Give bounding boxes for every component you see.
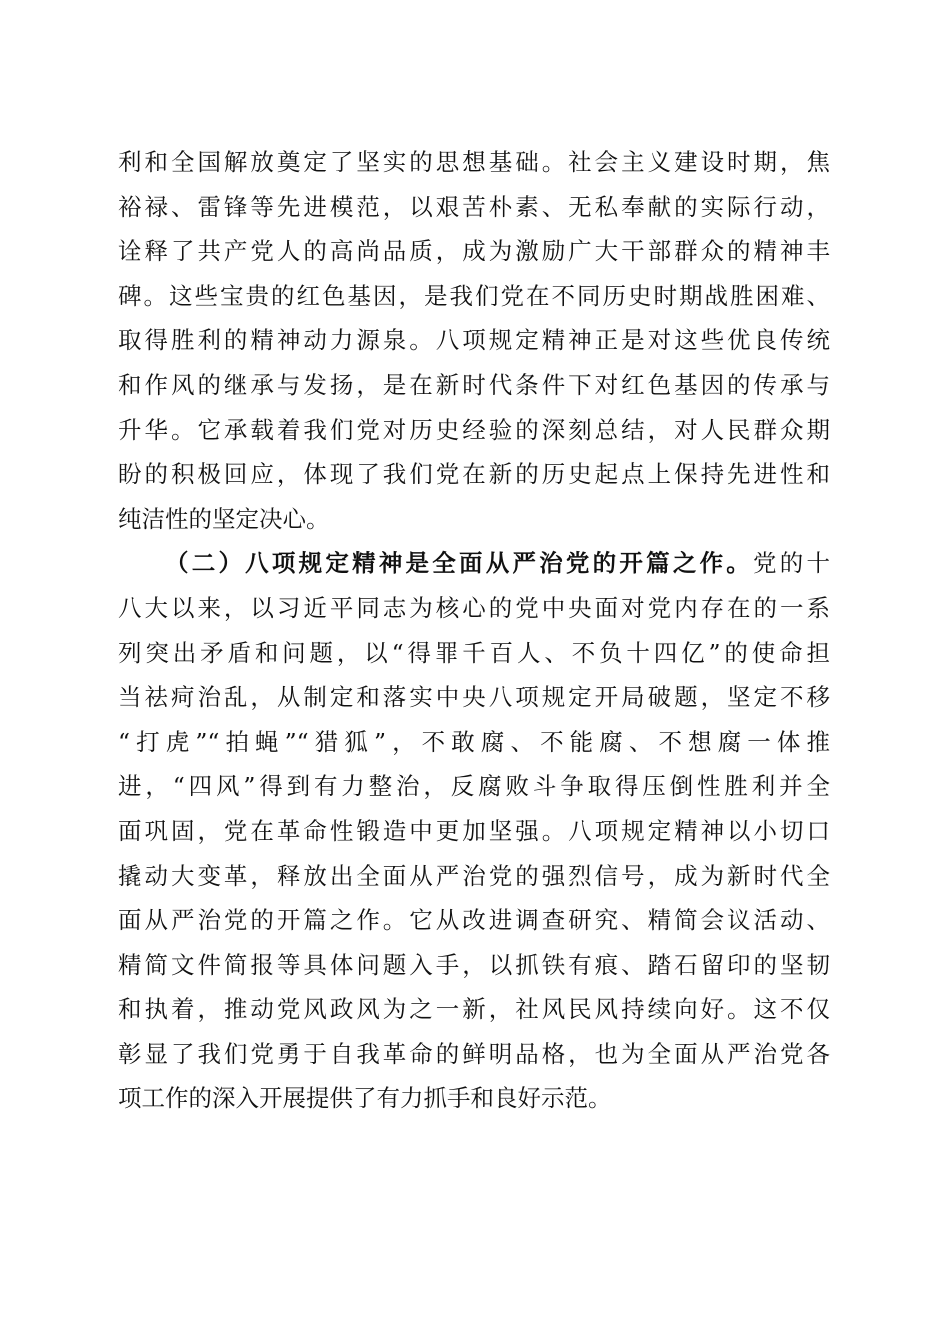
text-run: 党的十 [753, 549, 831, 578]
paragraph-1 [118, 140, 830, 541]
text-line: 诠释了共产党人的高尚品质，成为激励广大干部群众的精神丰 [118, 237, 830, 266]
text-line: 列突出矛盾和问题，以“得罪千百人、不负十四亿”的使命担 [118, 638, 830, 667]
text-line: 裕禄、雷锋等先进模范，以艰苦朴素、无私奉献的实际行动， [118, 192, 830, 221]
text-line: 面从严治党的开篇之作。它从改进调查研究、精简会议活动、 [118, 906, 830, 935]
document-body [118, 140, 830, 1121]
text-line: 纯洁性的坚定决心。 [118, 504, 330, 533]
paragraph-2 [118, 541, 830, 1121]
text-line: 彰显了我们党勇于自我革命的鲜明品格，也为全面从严治党各 [118, 1039, 830, 1068]
text-line: 项工作的深入开展提供了有力抓手和良好示范。 [118, 1084, 612, 1113]
text-line: 利和全国解放奠定了坚实的思想基础。社会主义建设时期，焦 [118, 148, 830, 176]
paragraph-2-first-line [118, 541, 830, 586]
text-line: 八大以来，以习近平同志为核心的党中央面对党内存在的一系 [118, 593, 830, 622]
text-line: “打虎”“拍蝇”“猎狐”，不敢腐、不能腐、不想腐一体推 [118, 727, 830, 756]
text-line: 当祛疴治乱，从制定和落实中央八项规定开局破题，坚定不移 [118, 683, 830, 712]
text-line: 撬动大变革，释放出全面从严治党的强烈信号，成为新时代全 [118, 861, 830, 890]
text-line: 碑。这些宝贵的红色基因，是我们党在不同历史时期战胜困难、 [118, 281, 830, 310]
text-line: 升华。它承载着我们党对历史经验的深刻总结，对人民群众期 [118, 415, 830, 444]
text-line: 精简文件简报等具体问题入手，以抓铁有痕、踏石留印的坚韧 [118, 950, 830, 979]
text-line: 和执着，推动党风政风为之一新，社风民风持续向好。这不仅 [118, 995, 830, 1024]
section-heading: （二）八项规定精神是全面从严治党的开篇之作。 [165, 549, 754, 578]
text-line: 面巩固，党在革命性锻造中更加坚强。八项规定精神以小切口 [118, 816, 830, 845]
text-line: 进，“四风”得到有力整治，反腐败斗争取得压倒性胜利并全 [118, 772, 830, 801]
text-line: 取得胜利的精神动力源泉。八项规定精神正是对这些优良传统 [118, 326, 830, 355]
text-line: 盼的积极回应，体现了我们党在新的历史起点上保持先进性和 [118, 460, 830, 489]
text-line: 和作风的继承与发扬，是在新时代条件下对红色基因的传承与 [118, 370, 830, 399]
